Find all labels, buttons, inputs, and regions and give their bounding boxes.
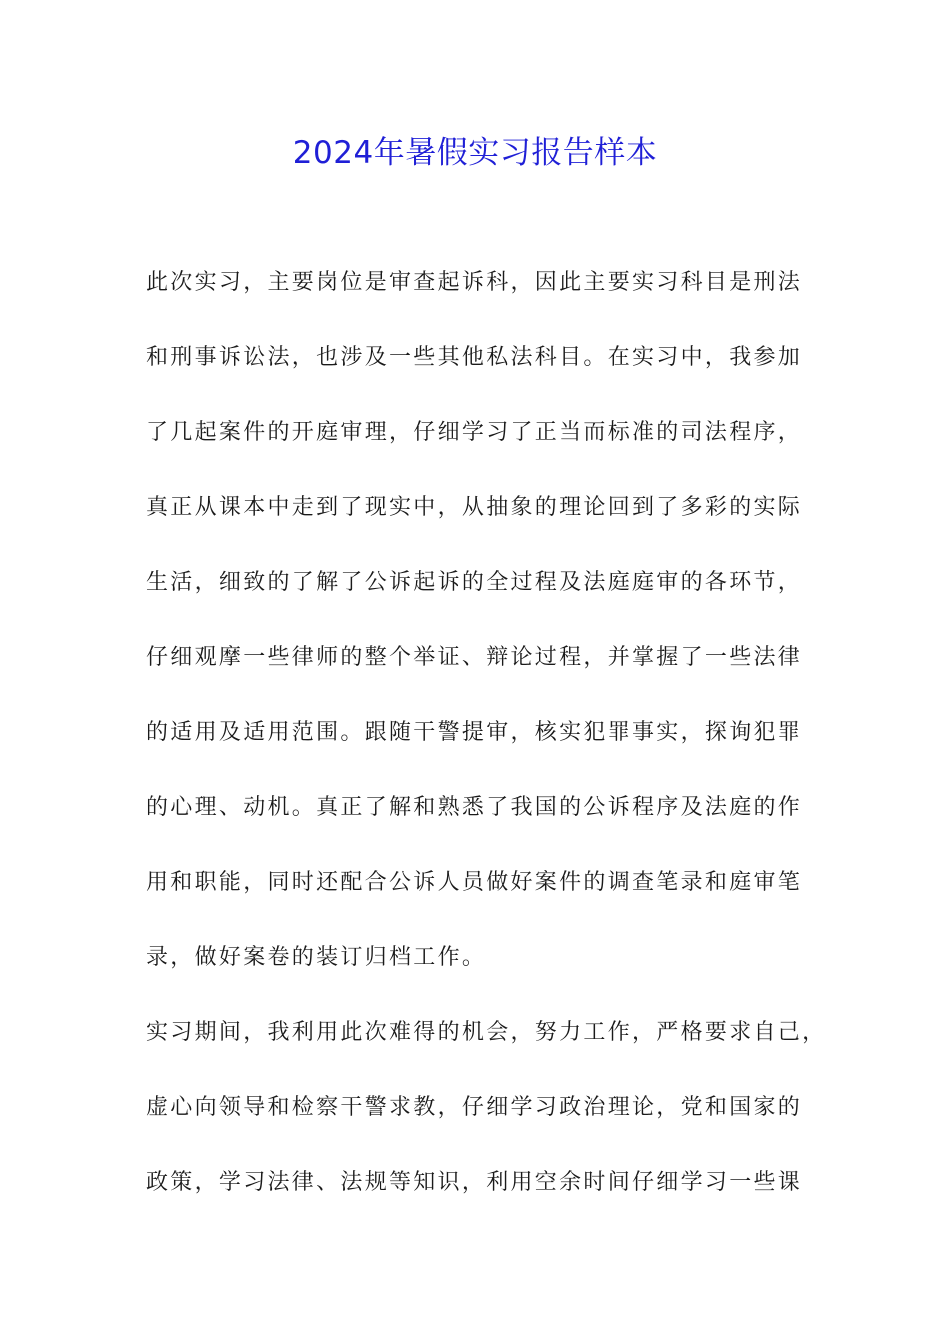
text-line: 录，做好案卷的装订归档工作。 (146, 945, 487, 970)
text-line: 的心理、动机。真正了解和熟悉了我国的公诉程序及法庭的作 (146, 795, 803, 820)
text-line: 实习期间，我利用此次难得的机会，努力工作，严格要求自己， (146, 1020, 827, 1045)
text-line: 仔细观摩一些律师的整个举证、辩论过程，并掌握了一些法律 (146, 645, 803, 670)
document-title: 2024年暑假实习报告样本 (292, 135, 658, 171)
text-line: 用和职能，同时还配合公诉人员做好案件的调查笔录和庭审笔 (146, 870, 803, 895)
text-line: 的适用及适用范围。跟随干警提审，核实犯罪事实，探询犯罪 (146, 720, 803, 745)
text-line: 真正从课本中走到了现实中，从抽象的理论回到了多彩的实际 (146, 495, 803, 520)
text-line: 生活，细致的了解了公诉起诉的全过程及法庭庭审的各环节， (146, 570, 803, 595)
text-line: 政策，学习法律、法规等知识，利用空余时间仔细学习一些课 (146, 1170, 803, 1195)
text-line: 和刑事诉讼法，也涉及一些其他私法科目。在实习中，我参加 (146, 345, 803, 370)
text-line: 了几起案件的开庭审理，仔细学习了正当而标准的司法程序， (146, 420, 803, 445)
document-body (146, 265, 836, 1240)
text-line: 虚心向领导和检察干警求教，仔细学习政治理论，党和国家的 (146, 1095, 803, 1120)
text-line: 此次实习，主要岗位是审查起诉科，因此主要实习科目是刑法 (146, 270, 803, 295)
